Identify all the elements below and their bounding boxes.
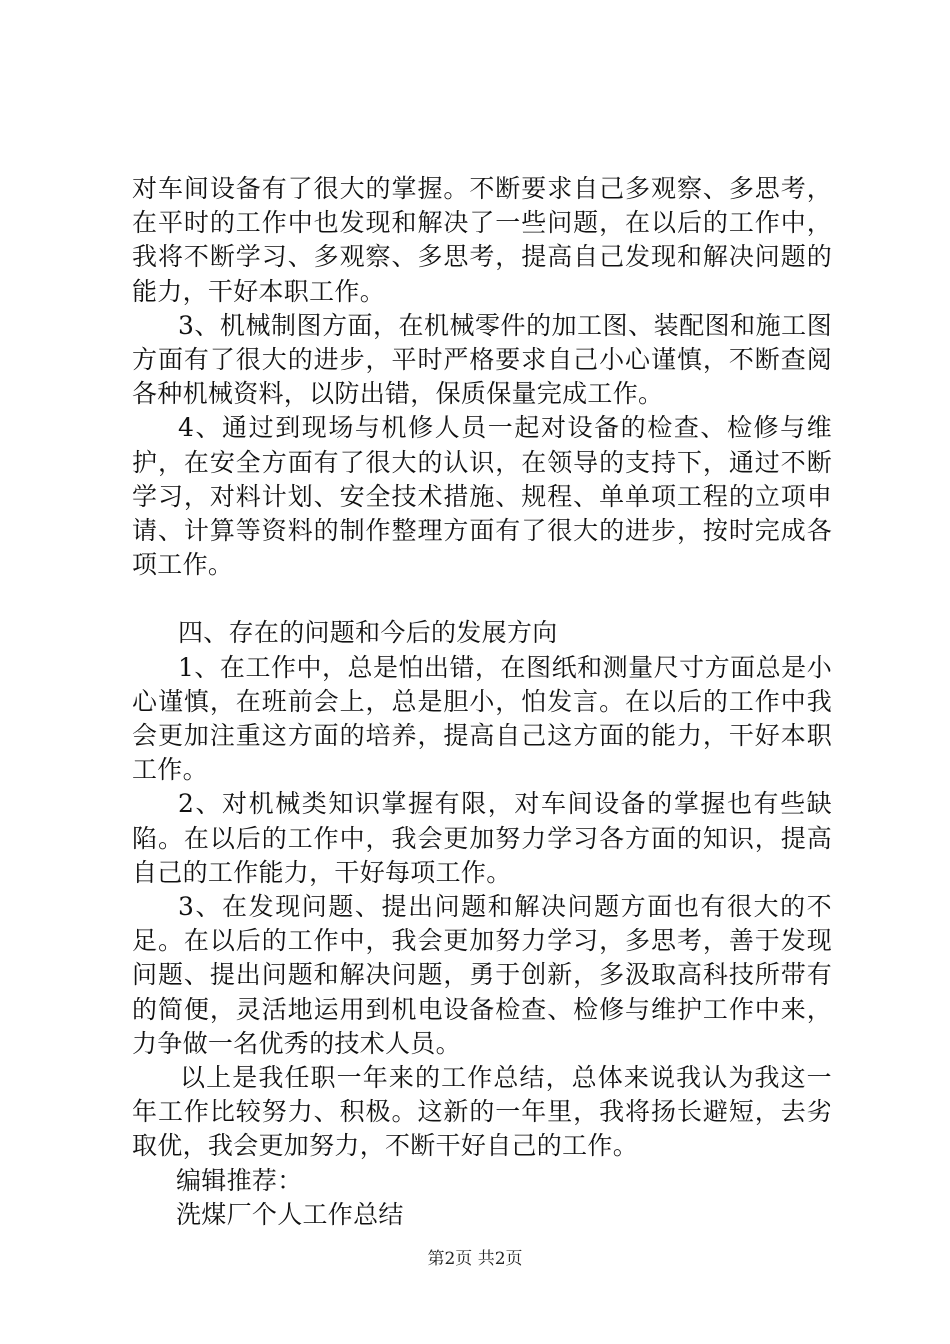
paragraph-item-4: 4、通过到现场与机修人员一起对设备的检查、检修与维护，在安全方面有了很大的认识，在领导的支持下，通过不断学习，对料计划、安全技术措施、规程、单单项工程的立项申请、计算等资料的制作整理方面有了很大的进步，按时完成各项工作。 — [132, 413, 832, 580]
section-heading: 四、存在的问题和今后的发展方向 — [178, 618, 558, 648]
page-indicator: 第2页 共2页 — [427, 1249, 523, 1269]
recommend-link[interactable]: 洗煤厂个人工作总结 — [176, 1199, 404, 1229]
paragraph-item-3: 3、机械制图方面，在机械零件的加工图、装配图和施工图方面有了很大的进步，平时严格要求自己小心谨慎，不断查阅各种机械资料，以防出错，保质保量完成工作。 — [132, 310, 832, 409]
section-paragraph-1: 1、在工作中，总是怕出错，在图纸和测量尺寸方面总是小心谨慎，在班前会上，总是胆小，怕发言。在以后的工作中我会更加注重这方面的培养，提高自己这方面的能力，干好本职工作。 — [132, 652, 832, 785]
document-body — [132, 172, 832, 1232]
section-paragraph-3: 3、在发现问题、提出问题和解决问题方面也有很大的不足。在以后的工作中，我会更加努力学习，多思考，善于发现问题、提出问题和解决问题，勇于创新，多汲取高科技所带有的简便，灵活地运用到机电设备检查、检修与维护工作中来，力争做一名优秀的技术人员。 — [132, 892, 832, 1058]
paragraph-continuation: 对车间设备有了很大的掌握。不断要求自己多观察、多思考，在平时的工作中也发现和解决了一些问题，在以后的工作中，我将不断学习、多观察、多思考，提高自己发现和解决问题的能力，干好本职工作。 — [132, 174, 832, 306]
recommend-label: 编辑推荐： — [176, 1165, 303, 1195]
summary-paragraph: 以上是我任职一年来的工作总结，总体来说我认为我这一年工作比较努力、积极。这新的一年里，我将扬长避短，去劣取优，我会更加努力，不断干好自己的工作。 — [132, 1063, 832, 1161]
section-paragraph-2: 2、对机械类知识掌握有限，对车间设备的掌握也有些缺陷。在以后的工作中，我会更加努力学习各方面的知识，提高自己的工作能力，干好每项工作。 — [132, 789, 832, 887]
